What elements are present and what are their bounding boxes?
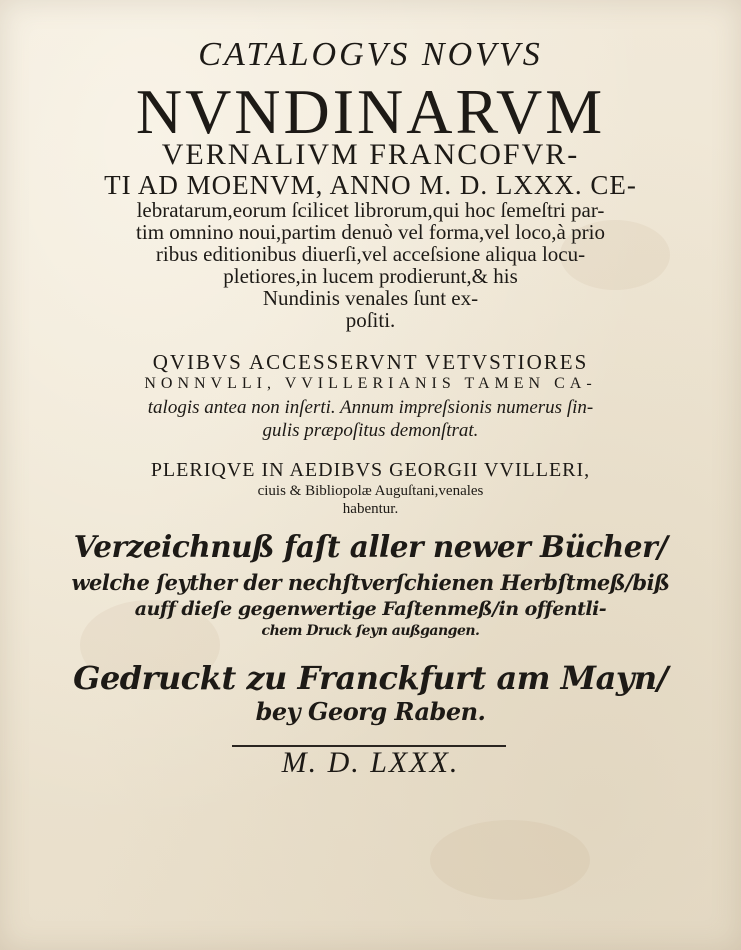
- quibus-italic-line: talogis antea non inſerti. Annum impreſsionis numerus ſin-: [147, 397, 594, 418]
- main-title: NVNDINARVM: [135, 76, 606, 147]
- body-line: pletiores,in lucem prodierunt,& his: [223, 264, 518, 288]
- subtitle-line-1: VERNALIVM FRANCOFVR-: [161, 138, 580, 171]
- body-line: poſiti.: [345, 308, 396, 332]
- publication-date: M. D. LXXX.: [281, 746, 460, 779]
- imprint-line: bey Georg Raben.: [255, 697, 486, 726]
- body-line: lebratarum,eorum ſcilicet librorum,qui hoc ſemeſtri par-: [136, 198, 605, 222]
- quibus-line: NONNVLLI, VVILLERIANIS TAMEN CA-: [144, 375, 597, 392]
- quibus-italic-line: gulis præpoſitus demonſtrat.: [262, 420, 479, 441]
- imprint-line: Gedruckt zu Franckfurt am Mayn/: [73, 659, 668, 697]
- quibus-line: QVIBVS ACCESSERVNT VETVSTIORES: [152, 350, 589, 374]
- german-line: auff dieſe gegenwertige Faſtenmeß/in offentli-: [134, 598, 607, 620]
- paper-stain: [430, 820, 590, 900]
- publisher-line: PLERIQVE IN AEDIBVS GEORGII VVILLERI,: [150, 459, 591, 481]
- german-line: welche ſeyther der nechſtverſchienen Herbſtmeß/biß: [71, 570, 670, 595]
- german-title: Verzeichnuß faſt aller newer Bücher/: [73, 529, 668, 564]
- publisher-line: habentur.: [342, 501, 399, 517]
- catalog-heading: CATALOGVS NOVVS: [198, 36, 543, 73]
- body-line: Nundinis venales ſunt ex-: [262, 286, 479, 310]
- publisher-line: ciuis & Bibliopolæ Auguſtani,venales: [257, 483, 484, 499]
- subtitle-line-2: TI AD MOENVM, ANNO M. D. LXXX. CE-: [104, 170, 637, 200]
- body-line: tim omnino noui,partim denuò vel forma,vel loco,à prio: [136, 220, 605, 244]
- body-line: ribus editionibus diuerſi,vel acceſsione aliqua locu-: [155, 242, 586, 266]
- german-line: chem Druck ſeyn außgangen.: [261, 623, 480, 639]
